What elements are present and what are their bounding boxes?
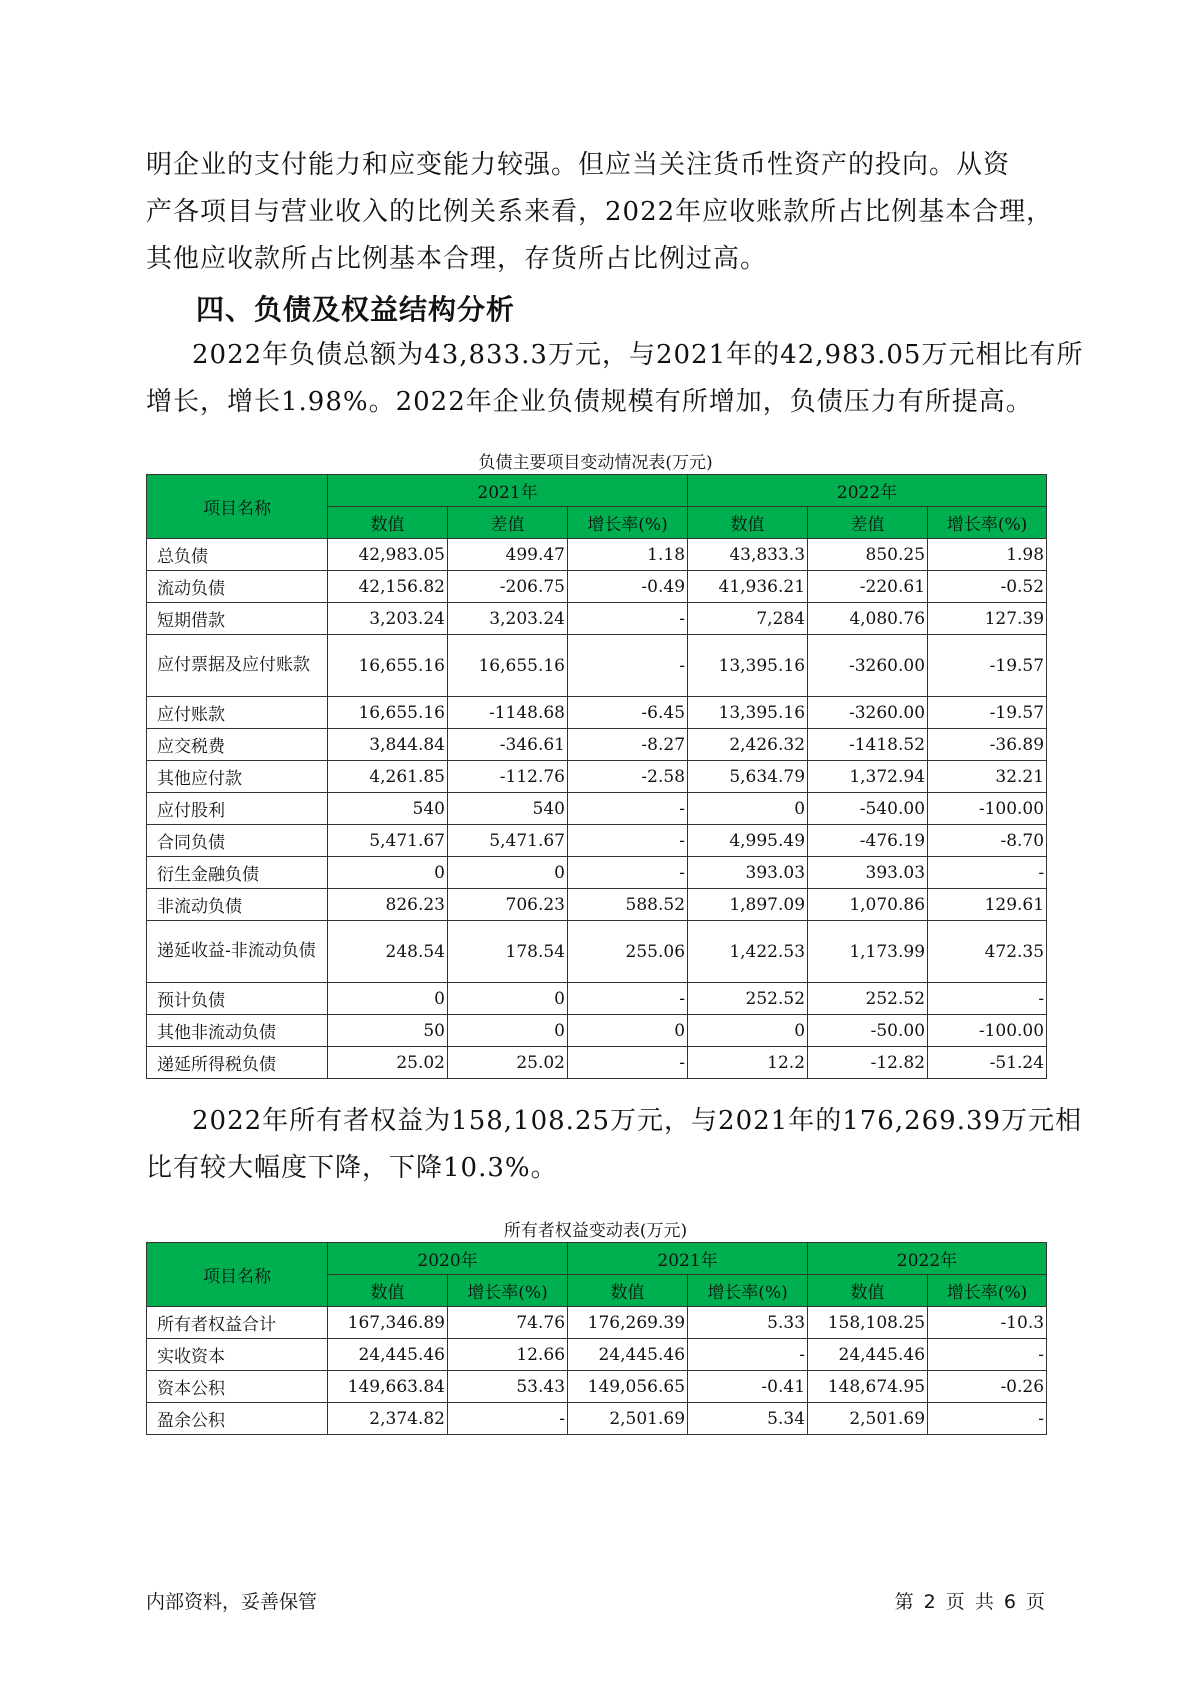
table-cell: - — [688, 1339, 808, 1371]
table-row — [147, 921, 1047, 983]
table-cell: -19.57 — [928, 697, 1047, 729]
table-row — [147, 1339, 1047, 1371]
column-header-value: 数值 — [328, 1275, 448, 1307]
table-cell: 1.18 — [568, 539, 688, 571]
row-label: 衍生金融负债 — [147, 857, 328, 889]
column-header-difference: 差值 — [448, 507, 568, 539]
table-cell: 0 — [568, 1015, 688, 1047]
section-heading: 四、负债及权益结构分析 — [196, 293, 516, 326]
column-header-value: 数值 — [808, 1275, 928, 1307]
table-cell: -1418.52 — [808, 729, 928, 761]
table-cell: 3,203.24 — [448, 603, 568, 635]
table-row — [147, 857, 1047, 889]
table-cell: 7,284 — [688, 603, 808, 635]
table-cell: -1148.68 — [448, 697, 568, 729]
table-cell: 1,070.86 — [808, 889, 928, 921]
table-cell: - — [568, 825, 688, 857]
column-header-growth-rate: 增长率(%) — [448, 1275, 568, 1307]
year-header-2021: 2021年 — [568, 1243, 808, 1275]
table-cell: 4,261.85 — [328, 761, 448, 793]
table-cell: 5,634.79 — [688, 761, 808, 793]
row-label: 应交税费 — [147, 729, 328, 761]
table-cell: 248.54 — [328, 921, 448, 983]
table-cell: 32.21 — [928, 761, 1047, 793]
table-cell: 0 — [448, 857, 568, 889]
equity-table — [146, 1242, 1047, 1435]
table-cell: 826.23 — [328, 889, 448, 921]
table-cell: 13,395.16 — [688, 697, 808, 729]
table-cell: -100.00 — [928, 1015, 1047, 1047]
row-label: 资本公积 — [147, 1371, 328, 1403]
table-cell: 12.66 — [448, 1339, 568, 1371]
text-line: 2022年负债总额为43,833.3万元，与2021年的42,983.05万元相比有所 — [192, 340, 1084, 370]
table-cell: 43,833.3 — [688, 539, 808, 571]
table-row — [147, 761, 1047, 793]
table-cell: -12.82 — [808, 1047, 928, 1079]
text-line: 明企业的支付能力和应变能力较强。但应当关注货币性资产的投向。从资 — [146, 150, 1011, 180]
column-header-item-name: 项目名称 — [147, 475, 328, 539]
table-cell: -50.00 — [808, 1015, 928, 1047]
text-line: 其他应收款所占比例基本合理，存货所占比例过高。 — [146, 244, 768, 274]
table-cell: -206.75 — [448, 571, 568, 603]
table-cell: 5.33 — [688, 1307, 808, 1339]
table-cell: -112.76 — [448, 761, 568, 793]
table-cell: -10.3 — [928, 1307, 1047, 1339]
table-row — [147, 697, 1047, 729]
column-header-item-name: 项目名称 — [147, 1243, 328, 1307]
table-row — [147, 889, 1047, 921]
text-line: 产各项目与营业收入的比例关系来看，2022年应收账款所占比例基本合理， — [146, 197, 1054, 227]
table-cell: 74.76 — [448, 1307, 568, 1339]
table-cell: -0.26 — [928, 1371, 1047, 1403]
table-cell: 0 — [448, 983, 568, 1015]
table-cell: 2,501.69 — [808, 1403, 928, 1435]
table-cell: 127.39 — [928, 603, 1047, 635]
row-label: 合同负债 — [147, 825, 328, 857]
table-cell: 0 — [688, 793, 808, 825]
table-cell: 5,471.67 — [448, 825, 568, 857]
column-header-difference: 差值 — [808, 507, 928, 539]
table-cell: 24,445.46 — [568, 1339, 688, 1371]
table-cell: 3,203.24 — [328, 603, 448, 635]
row-label: 应付账款 — [147, 697, 328, 729]
row-label: 盈余公积 — [147, 1403, 328, 1435]
table-cell: 1,422.53 — [688, 921, 808, 983]
table-cell: 5,471.67 — [328, 825, 448, 857]
table-cell: 255.06 — [568, 921, 688, 983]
table-cell: 0 — [448, 1015, 568, 1047]
table-cell: 1,897.09 — [688, 889, 808, 921]
table-cell: 393.03 — [688, 857, 808, 889]
liability-table-caption: 负债主要项目变动情况表(万元) — [478, 453, 713, 473]
table-cell: - — [928, 1339, 1047, 1371]
column-header-growth-rate: 增长率(%) — [688, 1275, 808, 1307]
column-header-growth-rate: 增长率(%) — [928, 507, 1047, 539]
year-header-2020: 2020年 — [328, 1243, 568, 1275]
row-label: 流动负债 — [147, 571, 328, 603]
table-cell: 4,995.49 — [688, 825, 808, 857]
table-cell: - — [928, 983, 1047, 1015]
table-cell: 2,501.69 — [568, 1403, 688, 1435]
table-cell: - — [448, 1403, 568, 1435]
table-cell: 129.61 — [928, 889, 1047, 921]
column-header-value: 数值 — [568, 1275, 688, 1307]
table-cell: 588.52 — [568, 889, 688, 921]
table-cell: -476.19 — [808, 825, 928, 857]
year-header-2022: 2022年 — [808, 1243, 1047, 1275]
table-cell: - — [568, 1047, 688, 1079]
table-cell: 252.52 — [808, 983, 928, 1015]
row-label: 递延收益-非流动负债 — [147, 921, 328, 983]
table-row — [147, 603, 1047, 635]
paragraph-liability-summary — [146, 332, 1084, 426]
table-cell: 0 — [328, 983, 448, 1015]
table-cell: -0.41 — [688, 1371, 808, 1403]
table-cell: -3260.00 — [808, 635, 928, 697]
table-cell: -540.00 — [808, 793, 928, 825]
table-cell: -8.70 — [928, 825, 1047, 857]
row-label: 所有者权益合计 — [147, 1307, 328, 1339]
table-cell: 53.43 — [448, 1371, 568, 1403]
table-cell: 2,426.32 — [688, 729, 808, 761]
column-header-value: 数值 — [688, 507, 808, 539]
year-header-2022: 2022年 — [688, 475, 1047, 507]
footer-page-number: 第 2 页 共 6 页 — [894, 1591, 1045, 1613]
table-cell: 472.35 — [928, 921, 1047, 983]
table-cell: -51.24 — [928, 1047, 1047, 1079]
table-cell: -346.61 — [448, 729, 568, 761]
row-label: 实收资本 — [147, 1339, 328, 1371]
table-cell: - — [928, 1403, 1047, 1435]
table-row — [147, 571, 1047, 603]
table-cell: 5.34 — [688, 1403, 808, 1435]
column-header-value: 数值 — [328, 507, 448, 539]
table-cell: 0 — [688, 1015, 808, 1047]
table-cell: -3260.00 — [808, 697, 928, 729]
table-cell: 167,346.89 — [328, 1307, 448, 1339]
paragraph-asset-summary — [146, 142, 1054, 283]
table-cell: 178.54 — [448, 921, 568, 983]
row-label: 其他应付款 — [147, 761, 328, 793]
row-label: 短期借款 — [147, 603, 328, 635]
table-cell: 1.98 — [928, 539, 1047, 571]
table-cell: -36.89 — [928, 729, 1047, 761]
table-cell: -19.57 — [928, 635, 1047, 697]
table-cell: 42,983.05 — [328, 539, 448, 571]
table-cell: 540 — [448, 793, 568, 825]
table-row — [147, 793, 1047, 825]
table-cell: 50 — [328, 1015, 448, 1047]
table-cell: 3,844.84 — [328, 729, 448, 761]
row-label: 其他非流动负债 — [147, 1015, 328, 1047]
equity-table-caption: 所有者权益变动表(万元) — [503, 1221, 688, 1241]
table-cell: -0.49 — [568, 571, 688, 603]
table-row — [147, 635, 1047, 697]
table-row — [147, 1015, 1047, 1047]
table-cell: 148,674.95 — [808, 1371, 928, 1403]
table-row — [147, 1047, 1047, 1079]
table-cell: 850.25 — [808, 539, 928, 571]
table-cell: 1,372.94 — [808, 761, 928, 793]
year-header-2021: 2021年 — [328, 475, 688, 507]
table-cell: 158,108.25 — [808, 1307, 928, 1339]
table-cell: 4,080.76 — [808, 603, 928, 635]
table-cell: 12.2 — [688, 1047, 808, 1079]
table-cell: 25.02 — [448, 1047, 568, 1079]
table-cell: - — [568, 603, 688, 635]
table-cell: -220.61 — [808, 571, 928, 603]
table-cell: 41,936.21 — [688, 571, 808, 603]
table-cell: -8.27 — [568, 729, 688, 761]
table-cell: 25.02 — [328, 1047, 448, 1079]
table-row — [147, 1371, 1047, 1403]
footer-confidential-note: 内部资料，妥善保管 — [146, 1591, 318, 1613]
table-cell: 0 — [328, 857, 448, 889]
table-cell: 149,056.65 — [568, 1371, 688, 1403]
table-cell: -100.00 — [928, 793, 1047, 825]
table-cell: 16,655.16 — [328, 635, 448, 697]
table-cell: -0.52 — [928, 571, 1047, 603]
table-cell: - — [568, 793, 688, 825]
table-row — [147, 539, 1047, 571]
table-row — [147, 1403, 1047, 1435]
table-cell: 2,374.82 — [328, 1403, 448, 1435]
paragraph-equity-summary — [146, 1098, 1083, 1192]
table-cell: 540 — [328, 793, 448, 825]
text-line: 比有较大幅度下降，下降10.3%。 — [146, 1153, 558, 1183]
row-label: 应付票据及应付账款 — [147, 635, 328, 697]
table-cell: 393.03 — [808, 857, 928, 889]
row-label: 应付股利 — [147, 793, 328, 825]
table-cell: 24,445.46 — [808, 1339, 928, 1371]
table-row — [147, 825, 1047, 857]
table-cell: 706.23 — [448, 889, 568, 921]
liability-table — [146, 474, 1047, 1079]
table-cell: 16,655.16 — [328, 697, 448, 729]
table-cell: 252.52 — [688, 983, 808, 1015]
table-cell: 42,156.82 — [328, 571, 448, 603]
table-row — [147, 1307, 1047, 1339]
table-cell: -2.58 — [568, 761, 688, 793]
column-header-growth-rate: 增长率(%) — [928, 1275, 1047, 1307]
row-label: 预计负债 — [147, 983, 328, 1015]
table-cell: 176,269.39 — [568, 1307, 688, 1339]
table-cell: - — [568, 857, 688, 889]
table-cell: 16,655.16 — [448, 635, 568, 697]
row-label: 递延所得税负债 — [147, 1047, 328, 1079]
table-cell: 1,173.99 — [808, 921, 928, 983]
table-cell: 149,663.84 — [328, 1371, 448, 1403]
table-row — [147, 729, 1047, 761]
row-label: 总负债 — [147, 539, 328, 571]
table-cell: - — [928, 857, 1047, 889]
table-cell: - — [568, 635, 688, 697]
table-row — [147, 983, 1047, 1015]
table-cell: 24,445.46 — [328, 1339, 448, 1371]
table-cell: 13,395.16 — [688, 635, 808, 697]
table-cell: 499.47 — [448, 539, 568, 571]
column-header-growth-rate: 增长率(%) — [568, 507, 688, 539]
text-line: 增长，增长1.98%。2022年企业负债规模有所增加，负债压力有所提高。 — [146, 387, 1033, 417]
table-cell: - — [568, 983, 688, 1015]
text-line: 2022年所有者权益为158,108.25万元，与2021年的176,269.39万元相 — [192, 1106, 1083, 1136]
table-cell: -6.45 — [568, 697, 688, 729]
row-label: 非流动负债 — [147, 889, 328, 921]
